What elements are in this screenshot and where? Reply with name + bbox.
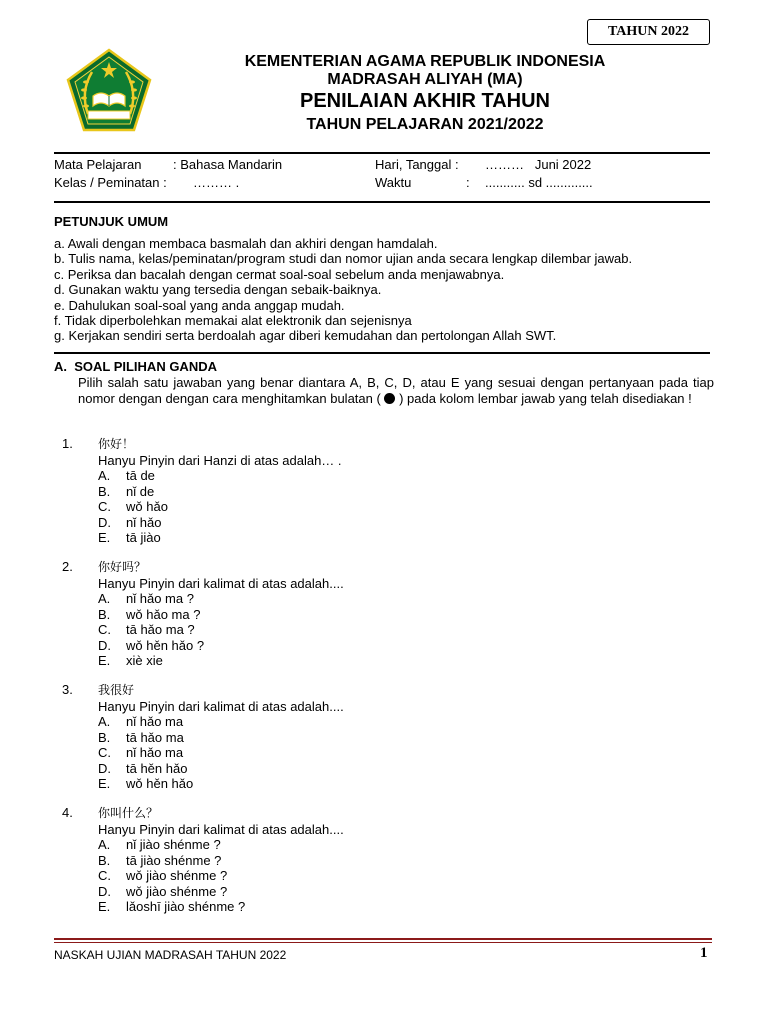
option-b: B. wǒ hǎo ma ? bbox=[98, 606, 201, 622]
instructions-list bbox=[54, 236, 632, 344]
list-item: c. Periksa dan bacalah dengan cermat soal-soal sebelum anda menjawabnya. bbox=[54, 266, 505, 282]
question-number: 1. bbox=[62, 436, 73, 451]
option-e: E. lǎoshī jiào shénme ? bbox=[98, 898, 246, 914]
question-text: Hanyu Pinyin dari kalimat di atas adalah.... bbox=[98, 822, 344, 837]
question-number: 3. bbox=[62, 682, 73, 697]
question-hanzi: 我很好 bbox=[98, 683, 135, 697]
question-text: Hanyu Pinyin dari kalimat di atas adalah.... bbox=[98, 576, 344, 591]
question-number: 2. bbox=[62, 559, 73, 574]
list-item: a. Awali dengan membaca basmalah dan akhiri dengan hamdalah. bbox=[54, 236, 438, 251]
time-colon: : bbox=[466, 175, 470, 190]
footer-text: NASKAH UJIAN MADRASAH TAHUN 2022 bbox=[54, 948, 287, 962]
list-item: g. Kerjakan sendiri serta berdoalah agar diberi kemudahan dan pertolongan Allah SWT. bbox=[54, 328, 557, 344]
option-c: C. tā hǎo ma ? bbox=[98, 622, 195, 638]
option-b: B. tā jiào shénme ? bbox=[98, 852, 222, 868]
option-e: E. xiè xie bbox=[98, 652, 163, 668]
question-text: Hanyu Pinyin dari kalimat di atas adalah.... bbox=[98, 699, 344, 714]
footer-divider-thin bbox=[54, 942, 712, 943]
section-a-title: A. SOAL PILIHAN GANDA bbox=[54, 359, 217, 374]
time-value: ........... sd ............. bbox=[485, 175, 593, 190]
option-e: E. tā jiào bbox=[98, 529, 161, 545]
option-a: A. nǐ jiào shénme ? bbox=[98, 837, 221, 853]
list-item: b. Tulis nama, kelas/peminatan/program studi dan nomor ujian anda secara lengkap dilembar jawab. bbox=[54, 251, 633, 267]
option-e: E. wǒ hěn hǎo bbox=[98, 775, 194, 791]
option-c: C. wǒ jiào shénme ? bbox=[98, 868, 228, 884]
subject-label: Mata Pelajaran bbox=[54, 157, 142, 172]
header-divider bbox=[54, 152, 710, 154]
kemenag-logo-icon bbox=[66, 48, 152, 134]
option-a: A. nǐ hǎo ma ? bbox=[98, 591, 194, 607]
list-item: e. Dahulukan soal-soal yang anda anggap mudah. bbox=[54, 297, 345, 313]
option-c: C. wǒ hǎo bbox=[98, 499, 168, 515]
question-hanzi: 你叫什么？ bbox=[98, 806, 159, 820]
option-d: D. wǒ hěn hǎo ? bbox=[98, 637, 205, 653]
question-hanzi: 你好吗？ bbox=[98, 560, 147, 574]
school-title: MADRASAH ALIYAH (MA) bbox=[327, 71, 523, 88]
ministry-title: KEMENTERIAN AGAMA REPUBLIK INDONESIA bbox=[244, 53, 606, 70]
option-d: D. wǒ jiào shénme ? bbox=[98, 883, 228, 899]
question-text: Hanyu Pinyin dari Hanzi di atas adalah… . bbox=[98, 453, 342, 468]
question-number: 4. bbox=[62, 805, 73, 820]
intro-text-before: Pilih salah satu jawaban yang benar diantara A, B, C, D, atau E yang sesuai dengan pertanyaan pada tiap nomor dengan dengan cara menghitamkan bulatan ( bbox=[78, 375, 714, 406]
date-value: ……… Juni 2022 bbox=[485, 157, 592, 172]
filled-circle-icon bbox=[384, 393, 395, 404]
option-c: C. nǐ hǎo ma bbox=[98, 745, 184, 761]
option-a: A. tā de bbox=[98, 468, 155, 484]
page-number: 1 bbox=[700, 945, 708, 961]
list-item: f. Tidak diperbolehkan memakai alat elektronik dan sejenisnya bbox=[54, 312, 412, 328]
question-hanzi: 你好！ bbox=[98, 437, 135, 451]
instructions-divider bbox=[54, 352, 710, 354]
option-d: D. tā hěn hǎo bbox=[98, 760, 188, 776]
section-a-intro bbox=[78, 375, 714, 407]
option-a: A. nǐ hǎo ma bbox=[98, 714, 184, 730]
intro-text-after: ) pada kolom lembar jawab yang telah disediakan ! bbox=[399, 391, 692, 406]
instructions-title: PETUNJUK UMUM bbox=[54, 214, 169, 229]
option-d: D. nǐ hǎo bbox=[98, 514, 162, 530]
date-label: Hari, Tanggal : bbox=[375, 157, 459, 172]
footer-divider bbox=[54, 938, 712, 940]
academic-year: TAHUN PELAJARAN 2021/2022 bbox=[306, 116, 544, 133]
option-b: B. tā hǎo ma bbox=[98, 729, 184, 745]
class-label: Kelas / Peminatan : bbox=[54, 175, 167, 190]
time-label: Waktu bbox=[375, 175, 412, 190]
subject-value: : Bahasa Mandarin bbox=[173, 157, 283, 172]
option-b: B. nǐ de bbox=[98, 483, 155, 499]
exam-title: PENILAIAN AKHIR TAHUN bbox=[300, 90, 550, 112]
year-box: TAHUN 2022 bbox=[587, 19, 710, 45]
info-divider bbox=[54, 201, 710, 203]
class-value: ……… . bbox=[193, 175, 240, 190]
list-item: d. Gunakan waktu yang tersedia dengan sebaik-baiknya. bbox=[54, 282, 382, 298]
